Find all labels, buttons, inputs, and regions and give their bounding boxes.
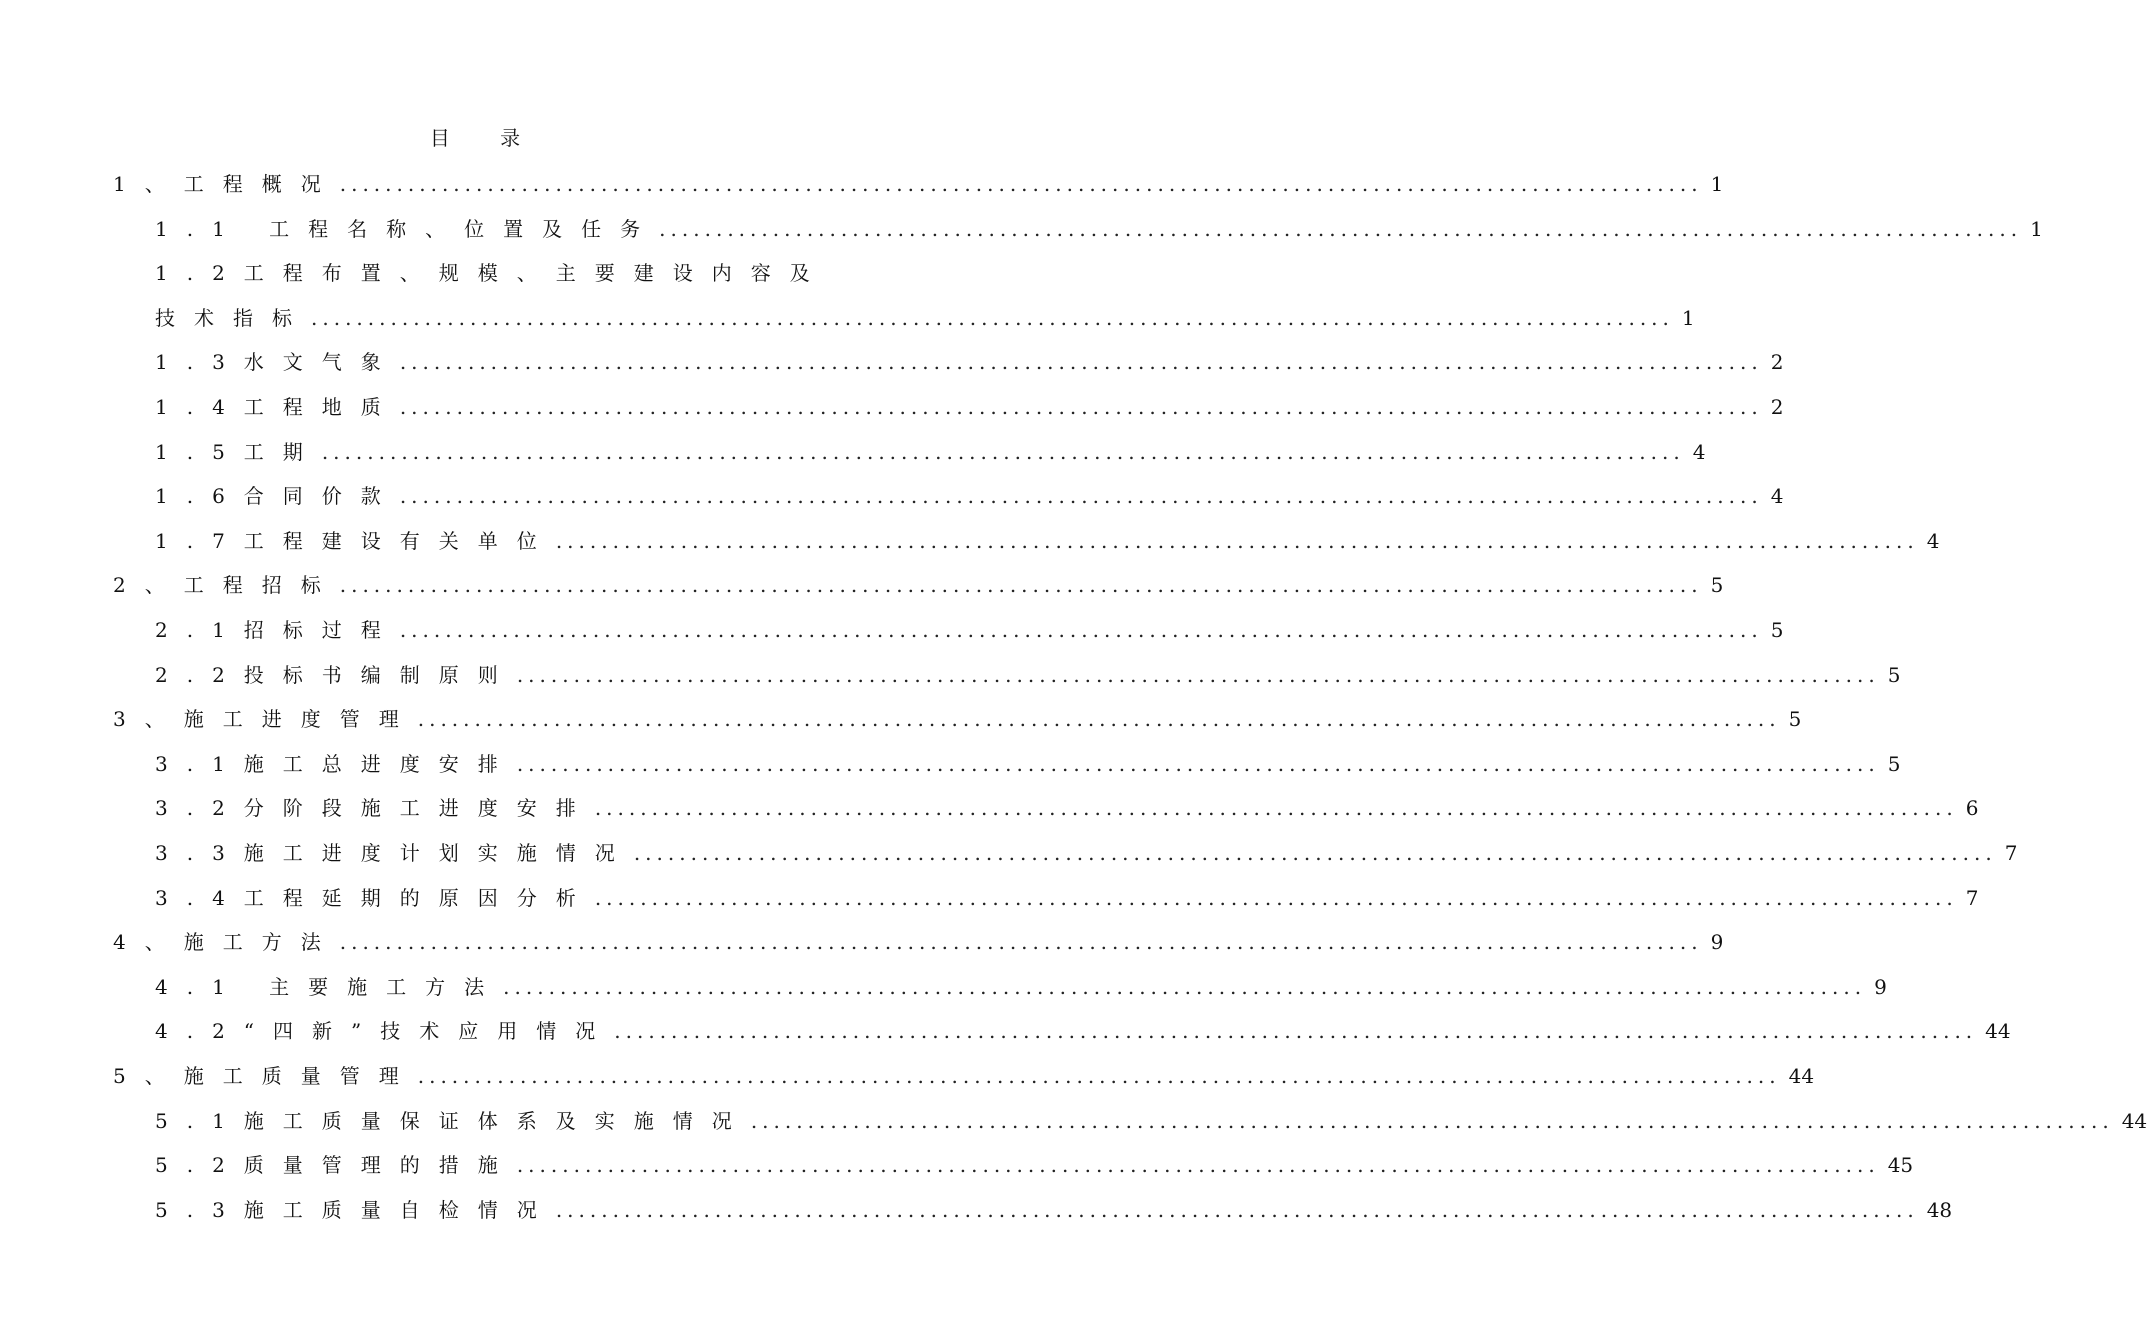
toc-entry-label: 3、施工进度管理	[113, 707, 418, 731]
toc-entry-page-number: 1	[1681, 306, 1695, 330]
dot-leader: ........................................................................................................................	[339, 573, 1703, 597]
toc-entry[interactable]	[155, 831, 2018, 875]
toc-entry[interactable]	[155, 653, 1901, 697]
toc-entry-page-number: 2	[1770, 350, 1784, 374]
dot-leader: ........................................................................................................................	[555, 1198, 1919, 1222]
toc-entry[interactable]	[155, 430, 1706, 474]
toc-entry-label: 1.3水文气象	[155, 350, 400, 374]
toc-entry-label: 1.1 工程名称、位置及任务	[155, 217, 660, 241]
toc-entry[interactable]	[155, 1009, 2011, 1053]
toc-entry-page-number: 9	[1874, 975, 1887, 999]
dot-leader: ........................................................................................................................	[503, 975, 1867, 999]
toc-entry-page-number: 6	[1965, 796, 1979, 820]
dot-leader: ........................................................................................................................	[555, 529, 1919, 553]
toc-entry-page-number: 48	[1926, 1198, 1953, 1222]
toc-entry[interactable]	[113, 162, 1724, 206]
toc-entry[interactable]	[155, 1099, 2147, 1143]
dot-leader: ........................................................................................................................	[321, 440, 1685, 464]
toc-entry-page-number: 5	[1788, 707, 1802, 731]
toc-entry[interactable]	[155, 1143, 1914, 1187]
dot-leader: ........................................................................................................................	[417, 707, 1781, 731]
toc-entry-label: 3.4工程延期的原因分析	[155, 886, 595, 910]
dot-leader: ........................................................................................................................	[399, 618, 1763, 642]
toc-entry[interactable]	[155, 1188, 1953, 1232]
dot-leader: ........................................................................................................................	[399, 395, 1763, 419]
toc-entry-label: 4.2“四新”技术应用情况	[155, 1019, 615, 1043]
toc-entry[interactable]	[155, 474, 1784, 518]
toc-entry-page-number: 4	[1692, 440, 1706, 464]
toc-entry-label: 5、施工质量管理	[113, 1064, 418, 1088]
toc-entry[interactable]	[155, 742, 1901, 786]
toc-entry[interactable]	[155, 340, 1784, 384]
toc-entry-label: 1.4工程地质	[155, 395, 400, 419]
toc-entry-page-number: 7	[2004, 841, 2018, 865]
toc-entry-page-number: 7	[1965, 886, 1979, 910]
dot-leader: ........................................................................................................................	[594, 886, 1958, 910]
toc-entry-label: 2.2投标书编制原则	[155, 663, 517, 687]
dot-leader: ........................................................................................................................	[659, 217, 2023, 241]
toc-entry-label: 4.1 主要施工方法	[155, 975, 504, 999]
toc-entry-page-number: 44	[1985, 1019, 2011, 1043]
toc-entry[interactable]	[155, 965, 1887, 1009]
toc-entry[interactable]	[113, 563, 1724, 607]
toc-entry[interactable]	[155, 296, 1695, 340]
toc-entry-label: 5.2质量管理的措施	[155, 1153, 517, 1177]
toc-entry-page-number: 5	[1887, 752, 1901, 776]
toc-entry-label: 3.1施工总进度安排	[155, 752, 517, 776]
toc-entry-page-number: 45	[1887, 1153, 1914, 1177]
toc-entry-label: 1.6合同价款	[155, 484, 400, 508]
toc-entry-label: 3.3施工进度计划实施情况	[155, 841, 634, 865]
dot-leader: ........................................................................................................................	[399, 484, 1763, 508]
toc-entry-page-number: 2	[1770, 395, 1784, 419]
dot-leader: ........................................................................................................................	[516, 663, 1880, 687]
dot-leader: ........................................................................................................................	[750, 1109, 2114, 1133]
toc-entry-page-number: 9	[1710, 930, 1724, 954]
dot-leader: ........................................................................................................................	[417, 1064, 1781, 1088]
toc-entry-label: 2、工程招标	[113, 573, 340, 597]
dot-leader: ........................................................................................................................	[614, 1019, 1978, 1043]
toc-entry[interactable]	[155, 786, 1979, 830]
toc-entry-page-number: 1	[2030, 217, 2043, 241]
toc-entry-page-number: 44	[1788, 1064, 1815, 1088]
toc-entry-label: 5.3施工质量自检情况	[155, 1198, 556, 1222]
toc-entry-label: 1.7工程建设有关单位	[155, 529, 556, 553]
toc-entry-page-number: 4	[1770, 484, 1784, 508]
toc-title: 目 录	[429, 126, 543, 150]
toc-entry[interactable]	[113, 1054, 1815, 1098]
toc-entry-label: 4、施工方法	[113, 930, 340, 954]
toc-entry-label: 5.1施工质量保证体系及实施情况	[155, 1109, 751, 1133]
toc-entry-label: 2.1招标过程	[155, 618, 400, 642]
toc-entry-label: 1.5工期	[155, 440, 322, 464]
toc-entry-page-number: 4	[1926, 529, 1940, 553]
toc-entry-page-number: 1	[1710, 172, 1724, 196]
toc-entry[interactable]	[155, 876, 1979, 920]
toc-entry[interactable]	[155, 207, 2043, 251]
toc-entry-page-number: 5	[1887, 663, 1901, 687]
dot-leader: ........................................................................................................................	[516, 752, 1880, 776]
toc-entry[interactable]	[155, 385, 1784, 429]
dot-leader: ........................................................................................................................	[399, 350, 1763, 374]
toc-entry-page-number: 5	[1770, 618, 1784, 642]
dot-leader: ........................................................................................................................	[339, 172, 1703, 196]
toc-entry-page-number: 44	[2121, 1109, 2147, 1133]
toc-entry[interactable]	[113, 697, 1802, 741]
toc-entry-label: 1.2工程布置、规模、主要建设内容及	[155, 261, 829, 285]
dot-leader: ........................................................................................................................	[633, 841, 1997, 865]
toc-entry-page-number: 5	[1710, 573, 1724, 597]
dot-leader: ........................................................................................................................	[311, 306, 1674, 330]
toc-entry-label: 技术指标	[155, 306, 311, 330]
dot-leader: ........................................................................................................................	[339, 930, 1703, 954]
dot-leader: ........................................................................................................................	[594, 796, 1958, 820]
dot-leader: ........................................................................................................................	[516, 1153, 1880, 1177]
toc-entry[interactable]	[113, 920, 1724, 964]
toc-entry-label: 3.2分阶段施工进度安排	[155, 796, 595, 820]
toc-entry[interactable]	[155, 608, 1784, 652]
toc-entry-label: 1、工程概况	[113, 172, 340, 196]
toc-entry[interactable]	[155, 519, 1940, 563]
